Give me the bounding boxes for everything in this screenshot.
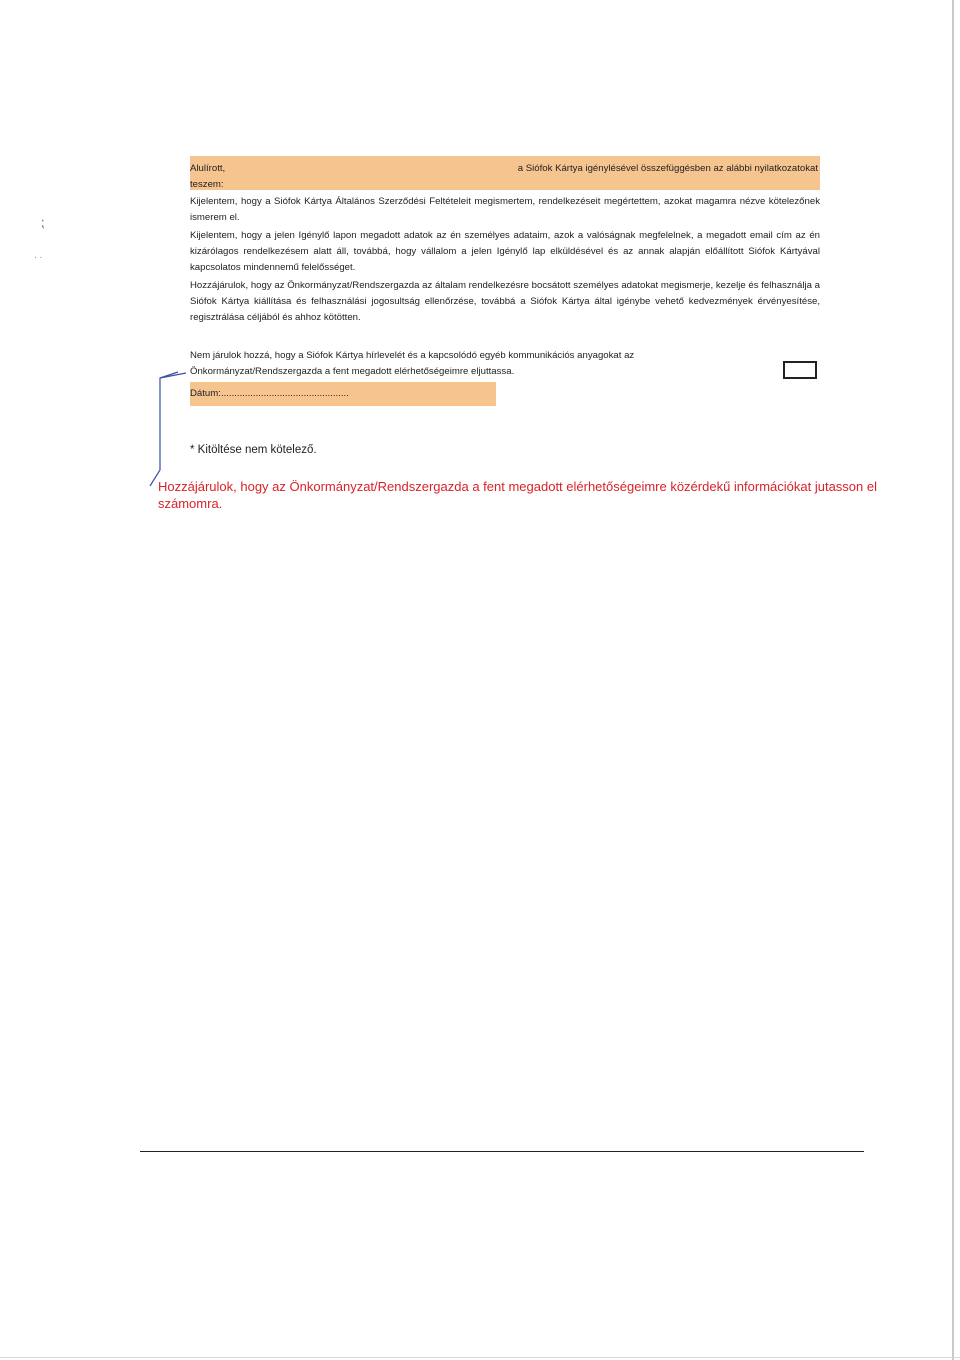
header-second-line: teszem: bbox=[190, 179, 224, 190]
refusal-line-2: Önkormányzat/Rendszergazda a fent megadott elérhetőségeimre eljuttassa. bbox=[190, 366, 515, 377]
stray-mark: ⁏ bbox=[40, 214, 45, 230]
date-label: Dátum: bbox=[190, 388, 221, 399]
bracket-line bbox=[150, 373, 186, 486]
refusal-line-1: Nem járulok hozzá, hogy a Siófok Kártya hírlevelét és a kapcsolódó egyéb kommunikációs anyagokat az bbox=[190, 350, 635, 361]
scan-edge bbox=[0, 1357, 960, 1358]
handwritten-bracket bbox=[0, 0, 960, 520]
paragraph-terms: Kijelentem, hogy a Siófok Kártya Általános Szerződési Feltételeit megismertem, rendelkezéseit megértettem, azokat magamra nézve kötelezőnek ismerem el. bbox=[190, 196, 820, 223]
paragraph-data-processing: Hozzájárulok, hogy az Önkormányzat/Rendszergazda az általam rendelkezésre bocsátott személyes adatokat megismerje, kezelje és felhasználja a Siófok Kártya kiállítása és felhasználási jogosultság ellenőrzése, továbbá a Siófok Kártya által igénybe vehető kedvezmények érvényesítése, regisztrálása céljából és ahhoz kötötten. bbox=[190, 280, 820, 323]
date-placeholder: ................................................ bbox=[220, 388, 349, 399]
signature-line bbox=[140, 1151, 864, 1152]
optional-note: * Kitöltése nem kötelező. bbox=[190, 444, 317, 456]
header-left: Alulírott, bbox=[190, 163, 226, 174]
paragraph-data-accuracy: Kijelentem, hogy a jelen Igénylő lapon megadott adatok az én személyes adataim, azok a valóságnak megfelelnek, a megadott email cím az én kizárólagos rendelkezésem alatt áll, továbbá, hogy vállalom a jelen Igénylő lap elküldésével és az annak alapján előállított Siófok Kártyával kapcsolatos mindennemű felelősséget. bbox=[190, 230, 820, 273]
stray-mark: ∙ ∙ bbox=[34, 252, 43, 263]
header-right: a Siófok Kártya igénylésével összefüggésben az alábbi nyilatkozatokat bbox=[517, 163, 818, 174]
handwritten-correction: Hozzájárulok, hogy az Önkormányzat/Rendszergazda a fent megadott elérhetőségeimre közérdekű információkat jutasson el számomra. bbox=[158, 479, 877, 511]
